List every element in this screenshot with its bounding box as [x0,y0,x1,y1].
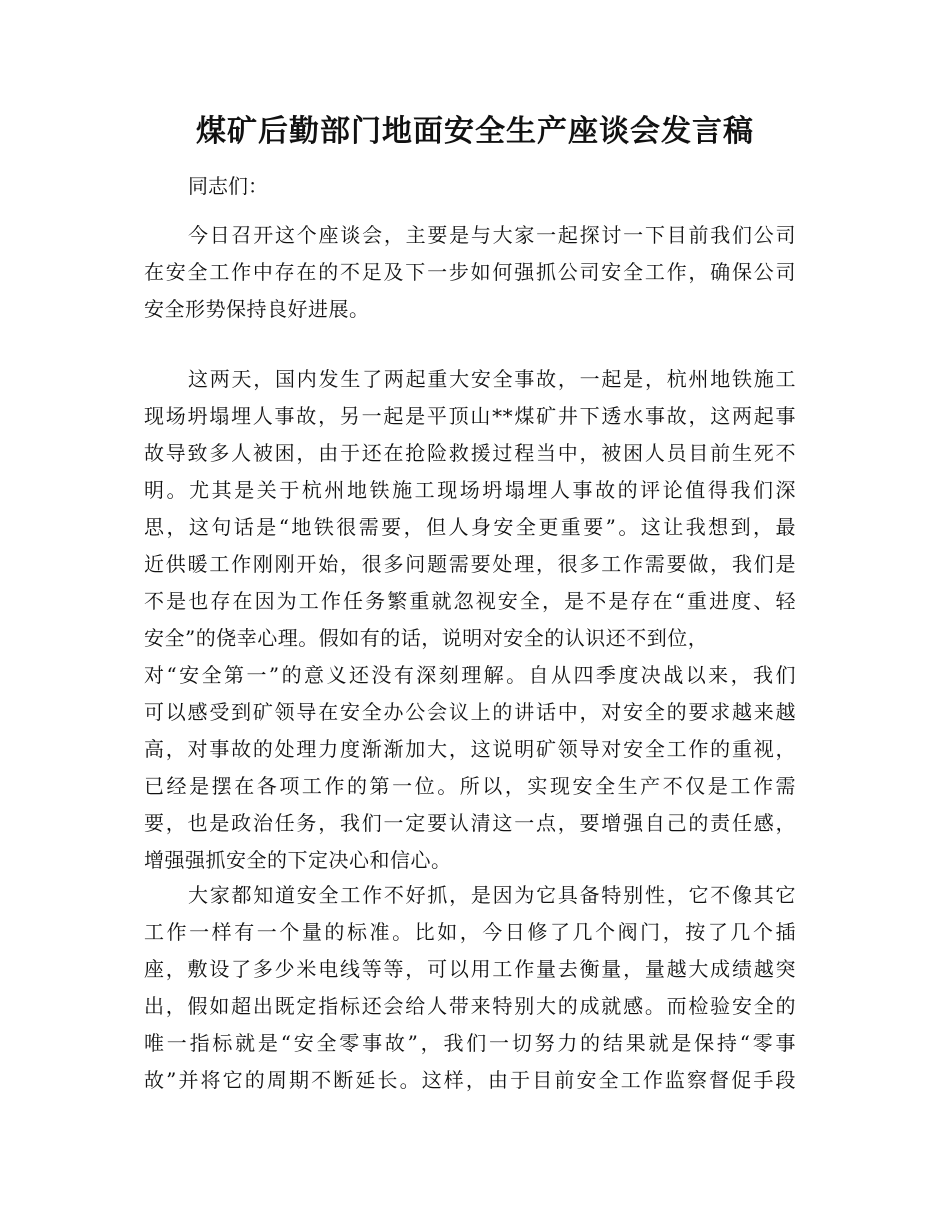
paragraph-line: 思，这句话是“地铁很需要，但人身安全更重要”。这让我想到，最 [144,515,796,539]
paragraph-line: 故导致多人被困，由于还在抢险救援过程当中，被困人员目前生死不 [144,441,796,465]
paragraph-line: 故”并将它的周期不断延长。这样，由于目前安全工作监察督促手段 [144,1068,796,1092]
paragraph-line: 座，敷设了多少米电线等等，可以用工作量去衡量，量越大成绩越突 [144,957,796,981]
paragraph-line: 对“安全第一”的意义还没有深刻理解。自从四季度决战以来，我们 [144,663,796,687]
paragraph-line: 可以感受到矿领导在安全办公会议上的讲话中，对安全的要求越来越 [144,700,796,724]
paragraph-1 [144,217,796,328]
paragraph-line: 已经是摆在各项工作的第一位。所以，实现安全生产不仅是工作需 [144,774,796,798]
salutation: 同志们： [188,174,268,198]
paragraph-line: 安全”的侥幸心理。假如有的话，说明对安全的认识还不到位， [144,626,709,650]
paragraph-line: 唯一指标就是“安全零事故”，我们一切努力的结果就是保持“零事 [144,1031,796,1055]
paragraph-line: 大家都知道安全工作不好抓，是因为它具备特别性，它不像其它 [188,883,796,907]
paragraph-line: 在安全工作中存在的不足及下一步如何强抓公司安全工作，确保公司 [144,260,796,284]
paragraph-2 [144,361,796,879]
paragraph-line: 近供暖工作刚刚开始，很多问题需要处理，很多工作需要做，我们是 [144,552,796,576]
paragraph-line: 明。尤其是关于杭州地铁施工现场坍塌埋人事故的评论值得我们深 [144,478,796,502]
paragraph-line: 今日召开这个座谈会，主要是与大家一起探讨一下目前我们公司 [188,223,796,247]
document-title: 煤矿后勤部门地面安全生产座谈会发言稿 [196,114,754,149]
paragraph-line: 增强强抓安全的下定决心和信心。 [144,848,452,872]
paragraph-line: 高，对事故的处理力度渐渐加大，这说明矿领导对安全工作的重视， [144,737,796,761]
paragraph-line: 工作一样有一个量的标准。比如，今日修了几个阀门，按了几个插 [144,920,796,944]
paragraph-line: 不是也存在因为工作任务繁重就忽视安全，是不是存在“重进度、轻 [144,589,796,613]
paragraph-line: 出，假如超出既定指标还会给人带来特别大的成就感。而检验安全的 [144,994,796,1018]
paragraph-line: 要，也是政治任务，我们一定要认清这一点，要增强自己的责任感， [144,811,796,835]
paragraph-line: 现场坍塌埋人事故，另一起是平顶山**煤矿井下透水事故，这两起事 [144,404,796,428]
paragraph-line: 安全形势保持良好进展。 [144,297,370,321]
paragraph-3 [144,877,796,1099]
paragraph-line: 这两天，国内发生了两起重大安全事故，一起是，杭州地铁施工 [188,367,796,391]
